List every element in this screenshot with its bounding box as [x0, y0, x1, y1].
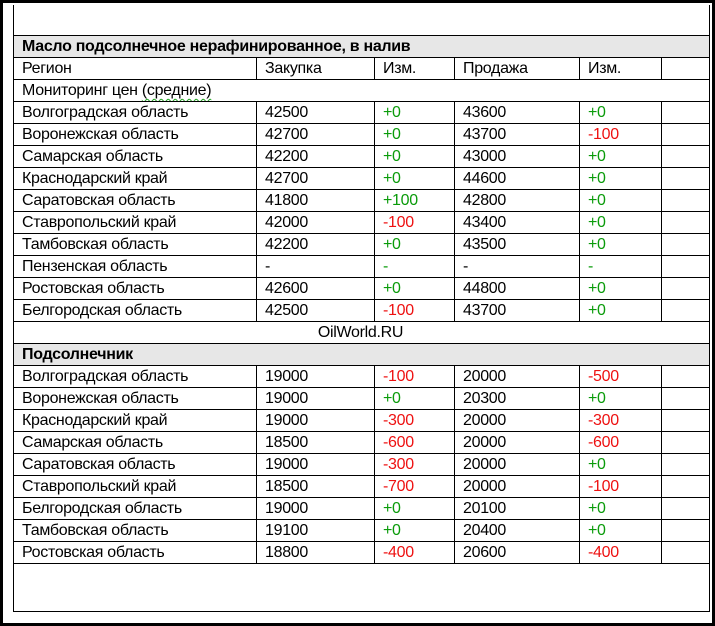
- table-row: [14, 278, 710, 300]
- buy-change-cell: -100: [375, 300, 455, 322]
- sell-change-cell: +0: [580, 388, 662, 410]
- buy-price-cell: 42700: [257, 124, 375, 146]
- sell-change-cell: +0: [580, 520, 662, 542]
- sell-change-cell: +0: [580, 278, 662, 300]
- table-row: [14, 168, 710, 190]
- sell-change-cell: +0: [580, 498, 662, 520]
- region-cell: Саратовская область: [14, 190, 257, 212]
- column-header-row: [14, 58, 710, 80]
- buy-price-cell: 42200: [257, 234, 375, 256]
- spare-cell: [662, 388, 710, 410]
- sell-price-cell: 43500: [455, 234, 580, 256]
- spare-cell: [662, 256, 710, 278]
- region-cell: Краснодарский край: [14, 168, 257, 190]
- sell-price-cell: 20000: [455, 366, 580, 388]
- spare-cell: [662, 476, 710, 498]
- sell-change-cell: +0: [580, 190, 662, 212]
- buy-price-cell: 19000: [257, 366, 375, 388]
- buy-change-cell: -100: [375, 212, 455, 234]
- buy-change-cell: +0: [375, 498, 455, 520]
- price-table: [13, 5, 710, 612]
- sell-price-cell: -: [455, 256, 580, 278]
- section-header-oil: [14, 36, 710, 58]
- buy-price-cell: 42000: [257, 212, 375, 234]
- column-header-sell-change: Изм.: [580, 58, 662, 80]
- region-cell: Волгоградская область: [14, 102, 257, 124]
- buy-price-cell: 42200: [257, 146, 375, 168]
- table-row: [14, 498, 710, 520]
- spare-cell: [662, 498, 710, 520]
- table-row: [14, 476, 710, 498]
- sell-price-cell: 43600: [455, 102, 580, 124]
- buy-price-cell: 42600: [257, 278, 375, 300]
- buy-change-cell: +0: [375, 388, 455, 410]
- spare-cell: [662, 454, 710, 476]
- monitoring-label-spellcheck: (средние): [141, 82, 212, 99]
- region-cell: Ростовская область: [14, 278, 257, 300]
- table-row: [14, 366, 710, 388]
- sell-price-cell: 20100: [455, 498, 580, 520]
- buy-change-cell: -: [375, 256, 455, 278]
- table-row: [14, 388, 710, 410]
- sell-price-cell: 43700: [455, 300, 580, 322]
- region-cell: Ростовская область: [14, 542, 257, 564]
- buy-change-cell: +0: [375, 102, 455, 124]
- sell-change-cell: +0: [580, 168, 662, 190]
- sell-price-cell: 20000: [455, 454, 580, 476]
- sell-change-cell: -500: [580, 366, 662, 388]
- sell-change-cell: +0: [580, 212, 662, 234]
- table-row: [14, 212, 710, 234]
- buy-price-cell: -: [257, 256, 375, 278]
- buy-change-cell: -400: [375, 542, 455, 564]
- region-cell: Тамбовская область: [14, 234, 257, 256]
- sell-price-cell: 20400: [455, 520, 580, 542]
- column-header-spare: [662, 58, 710, 80]
- buy-change-cell: +100: [375, 190, 455, 212]
- buy-change-cell: -300: [375, 410, 455, 432]
- spare-cell: [662, 124, 710, 146]
- buy-price-cell: 18500: [257, 476, 375, 498]
- section-title-text: Масло подсолнечное нерафинированное, в налив: [14, 36, 710, 58]
- buy-change-cell: -700: [375, 476, 455, 498]
- buy-price-cell: 42500: [257, 102, 375, 124]
- sell-price-cell: 43400: [455, 212, 580, 234]
- table-row: [14, 190, 710, 212]
- sell-price-cell: 42800: [455, 190, 580, 212]
- spare-cell: [662, 410, 710, 432]
- section-title-text: Подсолнечник: [14, 344, 710, 366]
- spare-cell: [662, 212, 710, 234]
- region-cell: Белгородская область: [14, 300, 257, 322]
- bottom-empty-row: [14, 564, 710, 612]
- buy-change-cell: +0: [375, 278, 455, 300]
- sell-change-cell: +0: [580, 102, 662, 124]
- region-cell: Ставропольский край: [14, 476, 257, 498]
- sell-price-cell: 20000: [455, 432, 580, 454]
- table-row: [14, 410, 710, 432]
- sell-change-cell: -600: [580, 432, 662, 454]
- buy-price-cell: 18500: [257, 432, 375, 454]
- region-cell: Волгоградская область: [14, 366, 257, 388]
- table-row: [14, 146, 710, 168]
- spare-cell: [662, 168, 710, 190]
- table-row: [14, 432, 710, 454]
- table-row: [14, 454, 710, 476]
- buy-change-cell: +0: [375, 146, 455, 168]
- buy-price-cell: 19100: [257, 520, 375, 542]
- sell-change-cell: -100: [580, 124, 662, 146]
- spare-cell: [662, 432, 710, 454]
- buy-change-cell: +0: [375, 168, 455, 190]
- sell-price-cell: 20000: [455, 410, 580, 432]
- section-header-sunflower: [14, 344, 710, 366]
- region-cell: Тамбовская область: [14, 520, 257, 542]
- region-cell: Ставропольский край: [14, 212, 257, 234]
- spare-cell: [662, 278, 710, 300]
- sell-price-cell: 43000: [455, 146, 580, 168]
- buy-change-cell: -100: [375, 366, 455, 388]
- buy-change-cell: +0: [375, 234, 455, 256]
- sell-price-cell: 20300: [455, 388, 580, 410]
- region-cell: Воронежская область: [14, 124, 257, 146]
- spare-cell: [662, 366, 710, 388]
- monitoring-label: Мониторинг цен: [22, 82, 142, 99]
- buy-price-cell: 19000: [257, 454, 375, 476]
- sell-price-cell: 43700: [455, 124, 580, 146]
- empty-cell: [14, 5, 710, 36]
- table-row: [14, 542, 710, 564]
- sell-change-cell: -400: [580, 542, 662, 564]
- spare-cell: [662, 102, 710, 124]
- sell-change-cell: -100: [580, 476, 662, 498]
- sell-price-cell: 44800: [455, 278, 580, 300]
- table-row: [14, 102, 710, 124]
- sell-change-cell: +0: [580, 454, 662, 476]
- sell-change-cell: +0: [580, 234, 662, 256]
- buy-price-cell: 19000: [257, 388, 375, 410]
- buy-price-cell: 19000: [257, 498, 375, 520]
- sell-change-cell: -300: [580, 410, 662, 432]
- table-row: [14, 124, 710, 146]
- monitoring-subheader-row: [14, 80, 710, 102]
- region-cell: Саратовская область: [14, 454, 257, 476]
- region-cell: Краснодарский край: [14, 410, 257, 432]
- spare-cell: [662, 190, 710, 212]
- buy-price-cell: 18800: [257, 542, 375, 564]
- spare-cell: [662, 542, 710, 564]
- buy-price-cell: 19000: [257, 410, 375, 432]
- sell-change-cell: -: [580, 256, 662, 278]
- spare-cell: [662, 146, 710, 168]
- top-empty-row: [14, 5, 710, 36]
- spare-cell: [662, 234, 710, 256]
- table-row: [14, 520, 710, 542]
- spare-cell: [662, 520, 710, 542]
- region-cell: Пензенская область: [14, 256, 257, 278]
- region-cell: Белгородская область: [14, 498, 257, 520]
- region-cell: Воронежская область: [14, 388, 257, 410]
- column-header-buy-change: Изм.: [375, 58, 455, 80]
- region-cell: Самарская область: [14, 432, 257, 454]
- table-row: [14, 234, 710, 256]
- buy-price-cell: 42500: [257, 300, 375, 322]
- buy-change-cell: -600: [375, 432, 455, 454]
- region-cell: Самарская область: [14, 146, 257, 168]
- table-row: [14, 300, 710, 322]
- site-label: OilWorld.RU: [14, 322, 710, 344]
- buy-change-cell: -300: [375, 454, 455, 476]
- column-header-sell: Продажа: [455, 58, 580, 80]
- buy-price-cell: 41800: [257, 190, 375, 212]
- buy-change-cell: +0: [375, 520, 455, 542]
- table-row: [14, 256, 710, 278]
- site-label-row: [14, 322, 710, 344]
- sell-price-cell: 20000: [455, 476, 580, 498]
- sell-change-cell: +0: [580, 300, 662, 322]
- buy-change-cell: +0: [375, 124, 455, 146]
- sell-change-cell: +0: [580, 146, 662, 168]
- sell-price-cell: 44600: [455, 168, 580, 190]
- buy-price-cell: 42700: [257, 168, 375, 190]
- empty-cell: [14, 564, 710, 612]
- spare-cell: [662, 300, 710, 322]
- monitoring-subheader: [14, 80, 710, 102]
- column-header-region: Регион: [14, 58, 257, 80]
- sell-price-cell: 20600: [455, 542, 580, 564]
- column-header-buy: Закупка: [257, 58, 375, 80]
